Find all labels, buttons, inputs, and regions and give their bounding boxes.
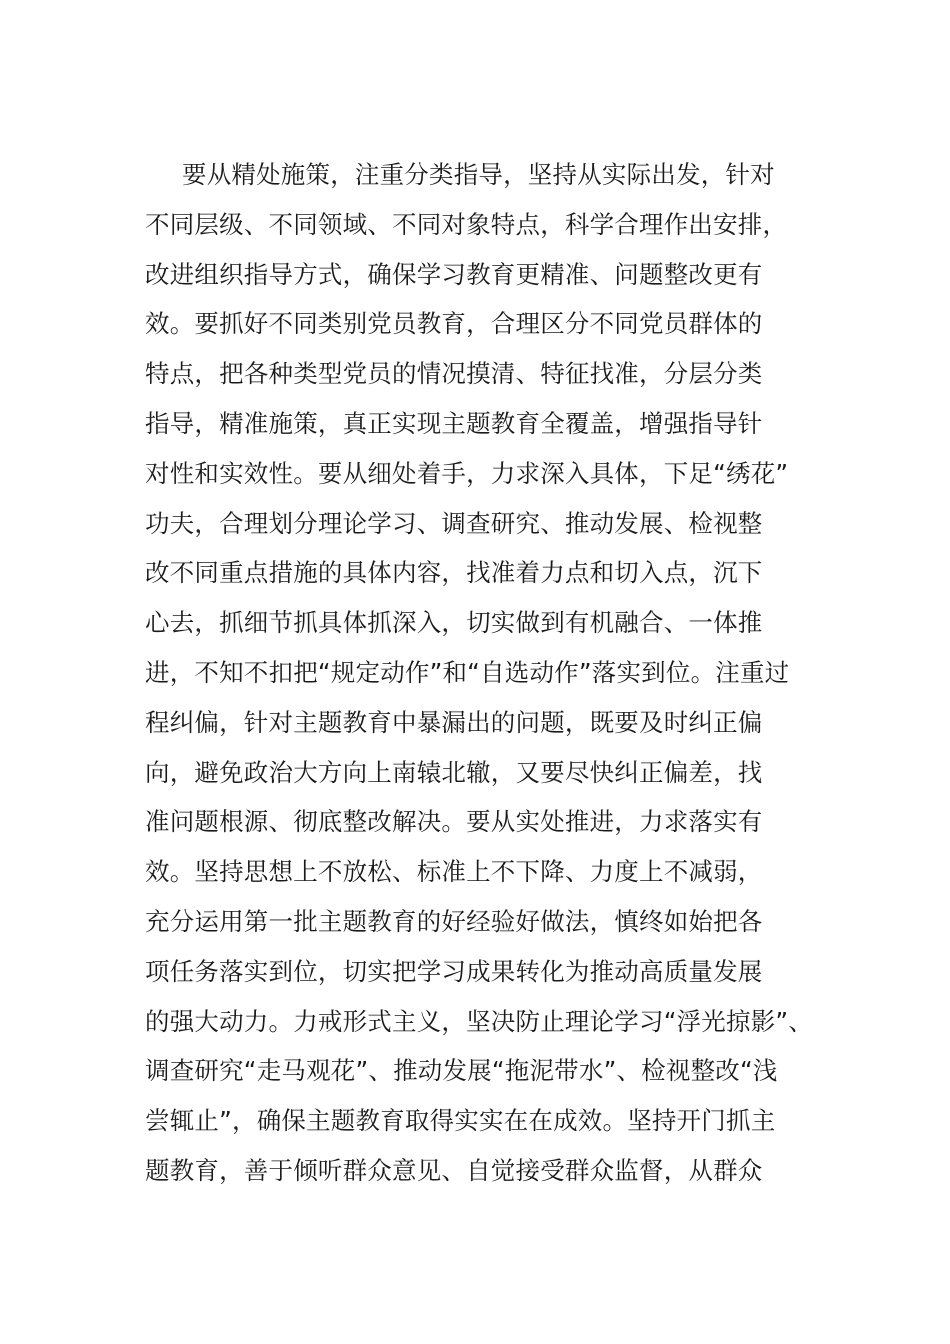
paragraph-line: 功夫，合理划分理论学习、调查研究、推动发展、检视整 <box>145 508 763 538</box>
paragraph-line: 项任务落实到位，切实把学习成果转化为推动高质量发展 <box>145 956 763 986</box>
body-paragraph <box>145 150 825 1196</box>
paragraph-line: 调查研究“走马观花”、推动发展“拖泥带水”、检视整改“浅 <box>145 1056 778 1086</box>
paragraph-line: 尝辄止”，确保主题教育取得实实在在成效。坚持开门抓主 <box>145 1106 776 1136</box>
paragraph-line: 程纠偏，针对主题教育中暴漏出的问题，既要及时纠正偏 <box>145 707 763 737</box>
paragraph-line: 对性和实效性。要从细处着手，力求深入具体，下足“绣花” <box>145 458 789 488</box>
paragraph-line: 指导，精准施策，真正实现主题教育全覆盖，增强指导针 <box>145 408 763 438</box>
paragraph-line: 特点，把各种类型党员的情况摸清、特征找准，分层分类 <box>145 359 763 389</box>
paragraph-line: 改进组织指导方式，确保学习教育更精准、问题整改更有 <box>145 259 763 289</box>
paragraph-line: 要从精处施策，注重分类指导，坚持从实际出发，针对 <box>182 160 775 189</box>
paragraph-line: 效。坚持思想上不放松、标准上不下降、力度上不减弱， <box>145 857 763 887</box>
paragraph-line: 准问题根源、彻底整改解决。要从实处推进，力求落实有 <box>145 807 763 837</box>
paragraph-line: 题教育，善于倾听群众意见、自觉接受群众监督，从群众 <box>145 1155 763 1185</box>
paragraph-line: 效。要抓好不同类别党员教育，合理区分不同党员群体的 <box>145 309 763 339</box>
paragraph-line: 向，避免政治大方向上南辕北辙，又要尽快纠正偏差，找 <box>145 757 763 787</box>
paragraph-line: 改不同重点措施的具体内容，找准着力点和切入点，沉下 <box>145 558 763 588</box>
paragraph-line: 充分运用第一批主题教育的好经验好做法，慎终如始把各 <box>145 906 763 936</box>
paragraph-line: 心去，抓细节抓具体抓深入，切实做到有机融合、一体推 <box>145 608 763 638</box>
paragraph-line: 进，不知不扣把“规定动作”和“自选动作”落实到位。注重过 <box>145 657 790 687</box>
paragraph-line: 的强大动力。力戒形式主义，坚决防止理论学习“浮光掠影”、 <box>145 1006 813 1036</box>
paragraph-line: 不同层级、不同领域、不同对象特点，科学合理作出安排， <box>145 209 788 239</box>
